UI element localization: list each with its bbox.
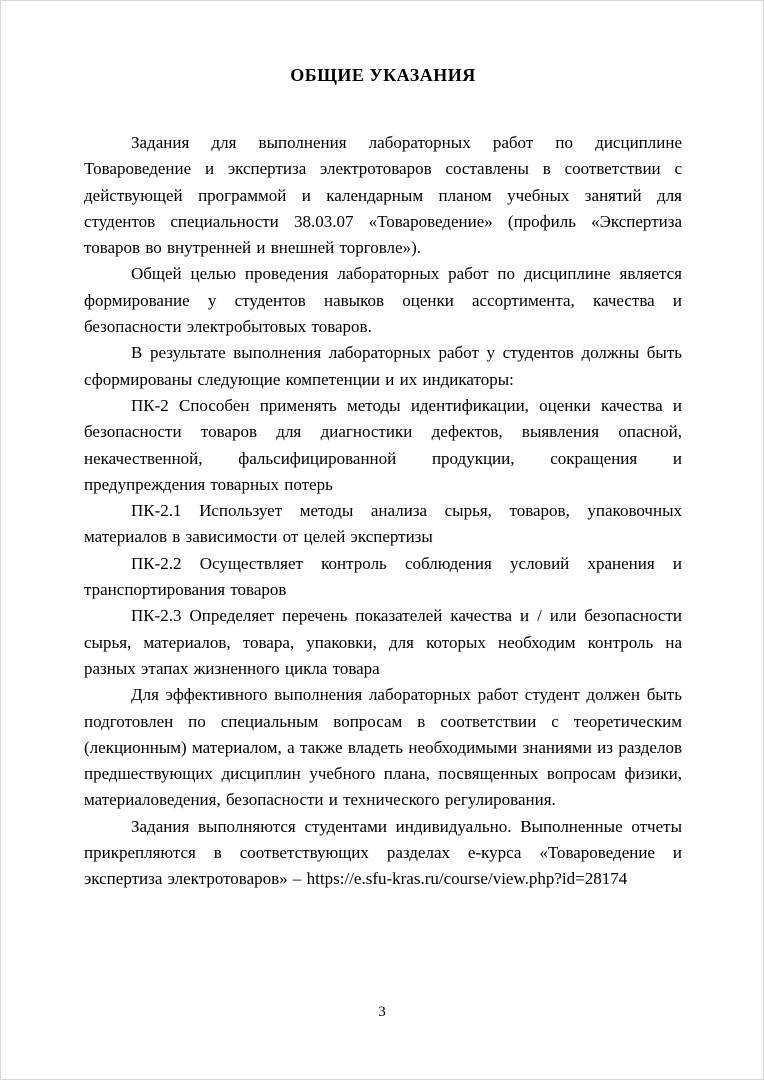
paragraph: В результате выполнения лабораторных работ у студентов должны быть сформированы следующие компетенции и их индикаторы: bbox=[84, 343, 682, 389]
body-text bbox=[84, 130, 682, 893]
paragraph: Задания выполняются студентами индивидуально. Выполненные отчеты прикрепляются в соответствующих разделах е-курса «Товароведение и экспертиза электротоваров» – https://e.sfu-kras.ru/course/view.php?id=28174 bbox=[84, 816, 682, 889]
paragraph: Общей целью проведения лабораторных работ по дисциплине является формирование у студентов навыков оценки ассортимента, качества и безопасности электробытовых товаров. bbox=[84, 264, 682, 337]
paragraph: Задания для выполнения лабораторных работ по дисциплине Товароведение и экспертиза электротоваров составлены в соответствии с действующей программой и календарным планом учебных занятий для студентов специальности 38.03.07 «Товароведение» (профиль «Экспертиза товаров во внутренней и внешней торговле»). bbox=[84, 133, 682, 258]
paragraph: ПК-2.2 Осуществляет контроль соблюдения условий хранения и транспортирования товаров bbox=[84, 553, 682, 600]
paragraph: ПК-2 Способен применять методы идентификации, оценки качества и безопасности товаров для диагностики дефектов, выявления опасной, некачественной, фальсифицированной продукции, сокращения и предупреждения товарных потерь bbox=[84, 395, 682, 494]
paragraph: ПК-2.3 Определяет перечень показателей качества и / или безопасности сырья, материалов, товара, упаковки, для которых необходим контроль на разных этапах жизненного цикла товара bbox=[84, 606, 682, 678]
paragraph: ПК-2.1 Использует методы анализа сырья, товаров, упаковочных материалов в зависимости от целей экспертизы bbox=[84, 501, 682, 547]
page-title: ОБЩИЕ УКАЗАНИЯ bbox=[290, 65, 476, 85]
paragraph: Для эффективного выполнения лабораторных работ студент должен быть подготовлен по специальным вопросам в соответствии с теоретическим (лекционным) материалом, а также владеть необходимыми знаниями из разделов предшествующих дисциплин учебного плана, посвященных вопросам физики, материаловедения, безопасности и технического регулирования. bbox=[84, 685, 682, 810]
page-number: 3 bbox=[378, 1004, 386, 1020]
